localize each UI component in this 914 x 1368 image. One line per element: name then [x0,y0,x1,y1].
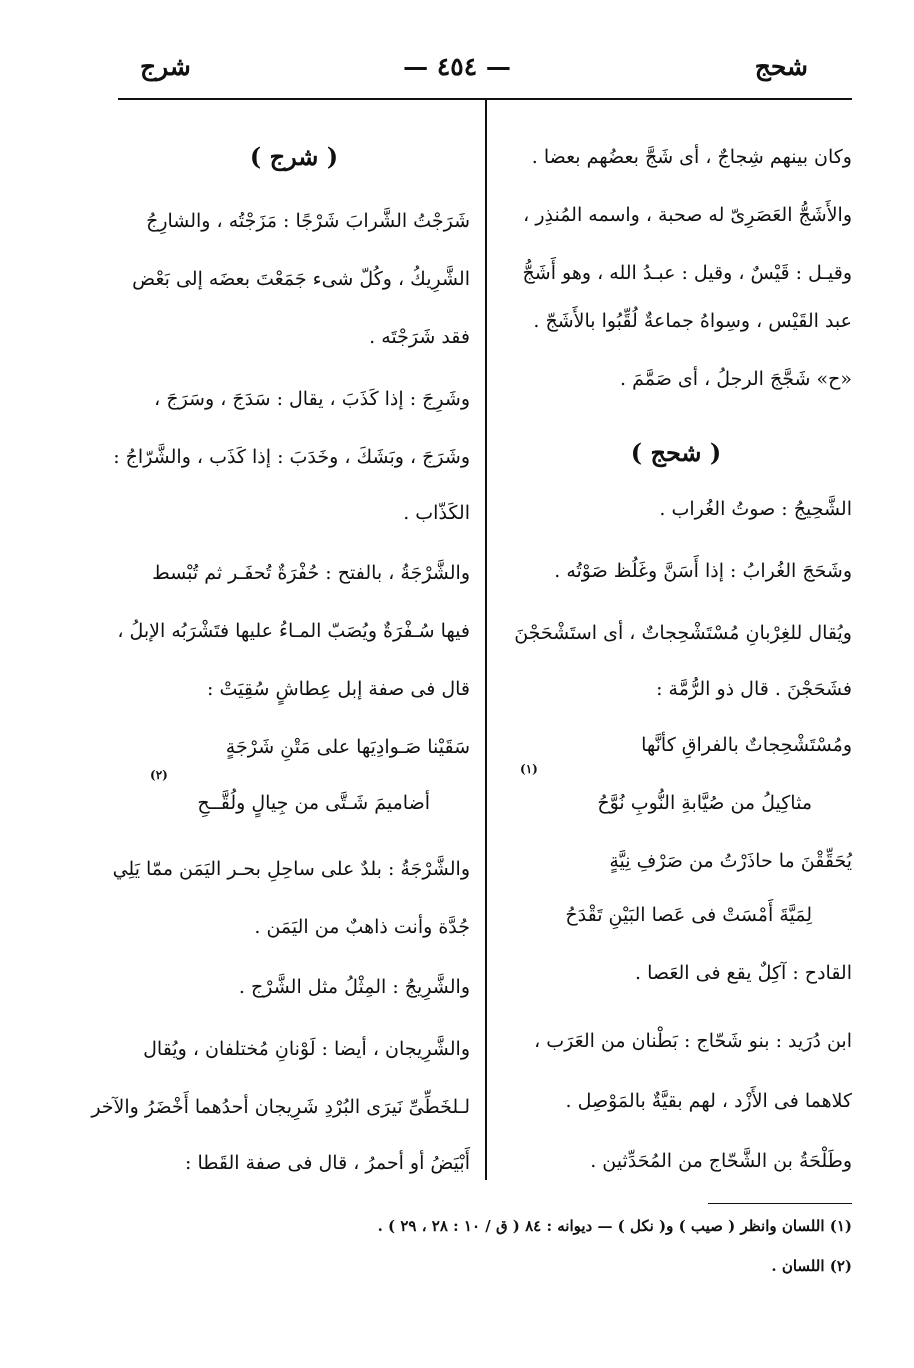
footnote: (١) اللسان وانظر ( صيب ) و( نكل ) — ديوانه : ٨٤ ( ق / ١٠ : ٢٨ ، ٢٩ ) . [377,1217,852,1235]
right-column-line: ابن دُرَيد : بنو شَحّاج : بَطْنان من العَرَب ، [534,1030,852,1052]
right-column-line: «ح» شَجَّجَ الرجلُ ، أى صَمَّمَ . [620,368,852,390]
right-column-line: وكان بينهم شِجاجٌ ، أى شَجَّ بعضُهم بعضا . [531,146,852,168]
left-column-line: سَقَيْنا صَـوادِيَها على مَتْنِ شَرْجَةٍ [225,736,470,758]
left-column-line: وشَرِجَ : إذا كَذَبَ ، يقال : سَدَجَ ، وسَرَجَ ، [154,388,470,410]
left-column-line: جُدَّة وأنت ذاهبٌ من اليَمَن . [254,916,470,938]
footnote-marker-left: (٢) [150,768,168,782]
left-column-line: لـلخَطِّىِّ نَيرَى البُرْدِ شَرِيجان أحدُهما أَخْضَرُ والآخر [91,1096,470,1118]
left-column-line: والشَّرِيجُ : المِثْلُ مثل الشَّرْج . [238,976,470,998]
left-column-line: فقد شَرَجْتَه . [369,326,470,348]
left-column-line: فيها سُـفْرَةٌ ويُصَبّ المـاءُ عليها فتَشْرَبُه الإبلُ ، [117,620,470,642]
right-column-line: لِمَيَّةَ أَمْسَتْ فى عَصا البَيْنِ تَقْدَحُ [565,904,812,926]
left-column-line: قال فى صفة إبل عِطاشٍ سُقِيَتْ : [207,678,470,700]
right-column-line: ومُسْتَشْحِجاتٌ بالفراقِ كأنَّها [641,734,852,756]
left-column-line: أضاميمَ شَـتَّى من جِيالٍ ولُقَّــحِ [197,792,430,814]
right-column-line: وشَحَجَ الغُرابُ : إذا أَسَنَّ وغَلُظ صَوْتُه . [554,560,852,582]
left-column-line: والشَّرْجَةُ : بلدٌ على ساحِلِ بحـر اليَمَن ممّا يَلِي [112,858,470,880]
right-column-line: يُحَقِّقْنَ ما حاذَرْتُ من صَرْفِ نِيَّةٍ [609,850,852,872]
right-column-line: ويُقال للغِرْبانِ مُسْتَشْحِجاتٌ ، أى استَشْحَجْنَ [514,622,852,644]
right-column-line: وطَلْحَةُ بن الشَّحّاج من المُحَدِّثين . [590,1150,852,1172]
running-head-left: شرج [140,52,191,81]
right-column-line: القادح : آكِلٌ يقع فى العَصا . [634,962,852,984]
right-column-line: عبد القَيْس ، وسِواهُ جماعةٌ لُقِّبُوا بالأَشَجّ . [533,310,852,332]
running-head-right: شحج [754,52,808,81]
right-column-line: كلاهما فى الأَزْد ، لهم بقيَّةٌ بالمَوْصِل . [565,1090,852,1112]
right-column-line: وقيـل : قَيْسٌ ، وقيل : عبـدُ الله ، وهو أَشَجُّ [522,262,852,284]
right-column-line: فشَحَجْنَ . قال ذو الرُّمَّة : [656,678,852,700]
left-column-line: شَرَجْتُ الشَّرابَ شَرْجًا : مَزَجْتُه ، والشارِجُ [146,210,470,232]
left-column-line: وشَرَجَ ، وبَشَكَ ، وخَدَبَ : إذا كَذَب ، والشَّرّاجُ : [113,446,470,468]
left-column-heading: ( شرج ) [249,142,339,171]
right-column-heading: ( شحج ) [630,438,722,467]
left-column-line: والشَّرِيجان ، أيضا : لَوْنانِ مُختلفان ، ويُقال [143,1038,470,1060]
column-divider [485,100,487,1180]
footnote-marker-right: (١) [520,762,538,776]
right-column-line: الشَّحِيجُ : صوتُ الغُراب . [659,498,852,520]
footnote-rule [708,1203,852,1204]
left-column-line: الشَّرِيكُ ، وكُلّ شىء جَمَعْتَ بعضَه إلى بَعْض [132,268,470,290]
right-column-line: مثاكِيلُ من صُيَّابةِ النُّوبِ نُوَّحُ [597,792,812,814]
left-column-line: أَبْيَضُ أو أحمرُ ، قال فى صفة القَطا : [185,1152,470,1174]
left-column-line: الكَذّاب . [403,502,470,524]
right-column-line: والأَشَجُّ العَصَرِىّ له صحبة ، واسمه المُنذِر ، [523,204,852,226]
page-number: — ٤٥٤ — [403,52,511,81]
left-column-line: والشَّرْجَةُ ، بالفتح : حُفْرَةٌ تُحفَـر ثم تُبْسط [152,562,470,584]
footnote: (٢) اللسان . [771,1257,852,1275]
